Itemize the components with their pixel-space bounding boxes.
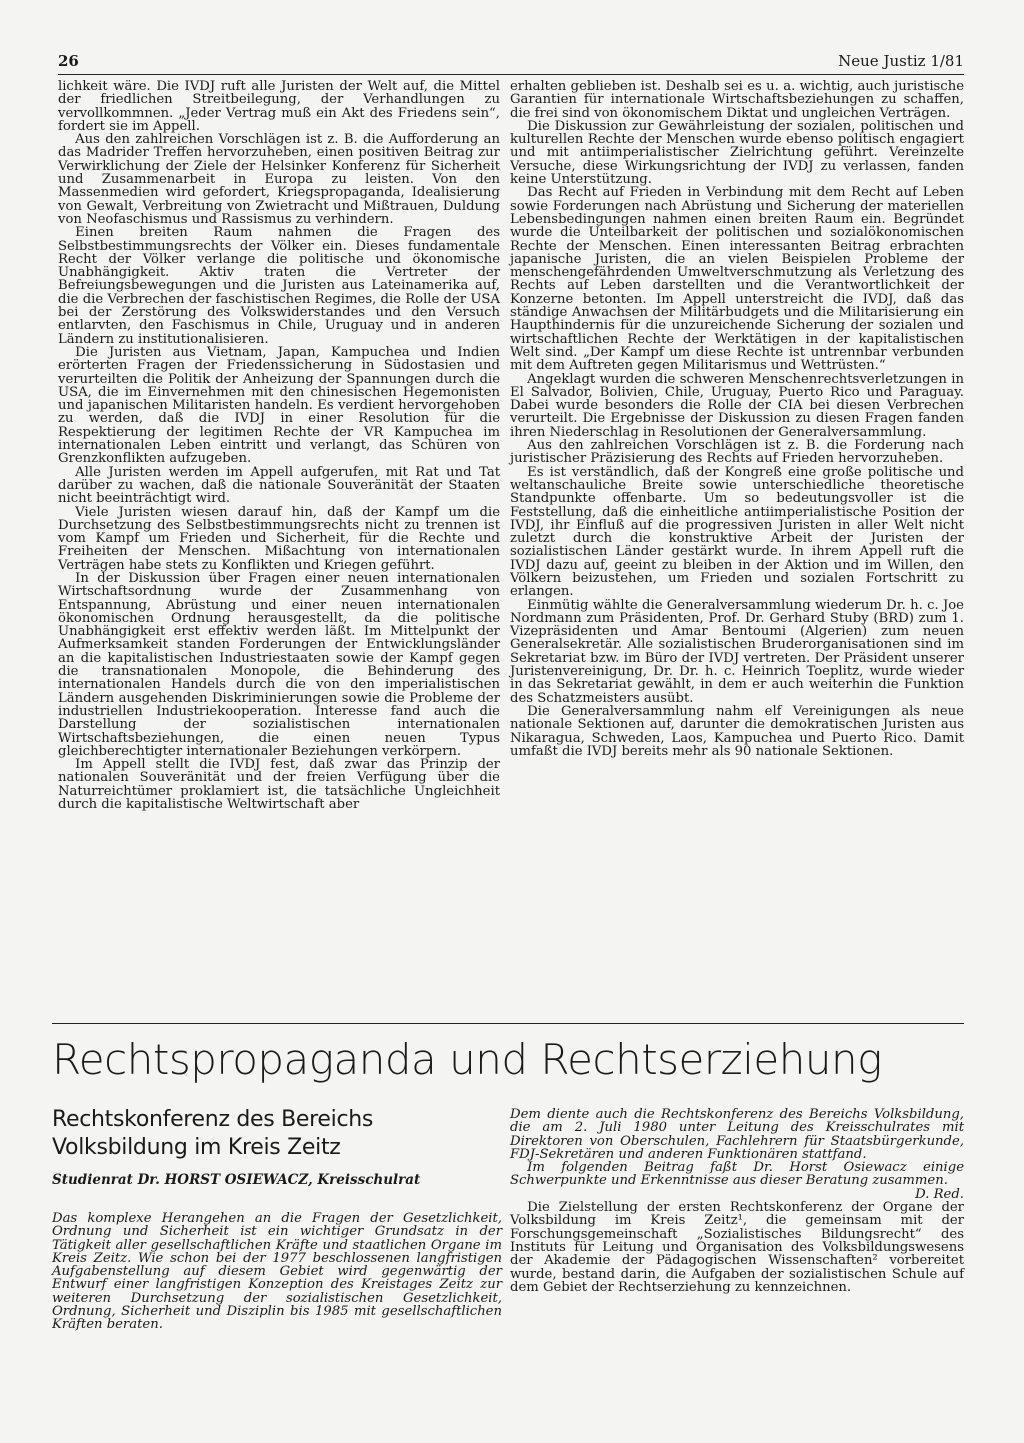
paragraph: erhalten geblieben ist. Deshalb sei es u. a. wichtig, auch juristische Garantien für internationale Wirtschaftsbeziehungen zu schaffen, die frei sind von ökonomischem Diktat und ungleichen Verträgen. — [510, 79, 964, 121]
paragraph: Es ist verständlich, daß der Kongreß eine große politische und weltanschauliche Breite sowie unterschiedliche theoretische Standpunkte offenbarte. Um so bedeutungsvoller ist die Feststellung, daß die einheitliche antiimperialistische Position der IVDJ, ihr Einfluß auf die progressiven Juristen in aller Welt nicht zuletzt durch die konstruktive Arbeit der Juristen der sozialistischen Länder gestärkt wurde. In ihrem Appell ruft die IVDJ dazu auf, geeint zu bleiben in der Aktion und im Willen, den Völkern beizustehen, um Frieden und sozialen Fortschritt zu erlangen. — [510, 464, 964, 600]
editorial-intro: Im folgenden Beitrag faßt Dr. Horst Osiewacz einige Schwerpunkte und Erkenntnisse aus dieser Beratung zusammen. — [510, 1160, 964, 1189]
section-rule — [52, 1023, 964, 1024]
section-title: Rechtspropaganda und Rechtserziehung — [52, 1035, 882, 1084]
paragraph: Im Appell stellt die IVDJ fest, daß zwar das Prinzip der nationalen Souveränität und der freien Verfügung über die Naturreichtümer proklamiert ist, die tatsächliche Ungleichheit durch die kapitalistische Weltwirtschaft aber — [58, 757, 500, 813]
editorial-intro: Dem diente auch die Rechtskonferenz des Bereichs Volksbildung, die am 2. Juli 1980 unter Leitung des Kreisschulrates mit Direktoren von Oberschulen, Fachlehrern für Staatsbürgerkunde, FDJ-Sekretären und anderen Funktionären stattfand. — [510, 1107, 964, 1162]
paragraph: Alle Juristen werden im Appell aufgerufen, mit Rat und Tat darüber zu wachen, daß die nationale Souveränität der Staaten nicht beeinträchtigt wird. — [58, 464, 500, 507]
article-lead — [52, 1212, 502, 1332]
paragraph: Angeklagt wurden die schweren Menschenrechtsverletzungen in El Salvador, Bolivien, Chile, Uruguay, Puerto Rico und Paraguay. Dabei wurde besonders die Rolle der CIA bei diesen Verbrechen verurteilt. Die Ergebnisse der Diskussion zu diesen Fragen fanden ihren Niederschlag in Resolutionen der Generalversammlung. — [510, 371, 964, 440]
lead-paragraph: Das komplexe Herangehen an die Fragen der Gesetzlichkeit, Ordnung und Sicherheit ist ein wichtiger Grundsatz in der Tätigkeit aller gesellschaftlichen Kräfte und staatlichen Organe im Kreis Zeitz. Wie schon bei der 1977 beschlossenen langfristigen Aufgabenstellung auf diesem Gebiet wird gegenwärtig der Entwurf einer langfristigen Konzeption des Kreistages Zeitz zur weiteren Durchsetzung der sozialistischen Gesetzlichkeit, Ordnung, Sicherheit und Disziplin bis 1985 mit gesellschaftlichen Kräften beraten. — [52, 1211, 502, 1333]
right-column — [510, 80, 964, 758]
paragraph: Das Recht auf Frieden in Verbindung mit dem Recht auf Leben sowie Forderungen nach Abrüstung und Sicherung der materiellen Lebensbedingungen nahmen einen breiten Raum ein. Begründet wurde die Unteilbarkeit der politischen und sozialökonomischen Rechte der Menschen. Einen interessanten Beitrag erbrachten japanische Juristen, die an vielen Beispielen Probleme der menschengefährdenden Umweltverschmutzung als Verletzung des Rechts auf Leben darstellten und die Verantwortlichkeit der Konzerne betonten. Im Appell unterstreicht die IVDJ, daß das ständige Anwachsen der Militärbudgets und die Militarisierung ein Haupthindernis für die unzureichende Sicherung der sozialen und wirtschaftlichen Rechte der Werktätigen in der kapitalistischen Welt sind. „Der Kampf um diese Rechte ist untrennbar verbunden mit dem Auftreten gegen Militarismus und Wettrüsten.“ — [510, 185, 964, 374]
paragraph: Einen breiten Raum nahmen die Fragen des Selbstbestimmungsrechts der Völker ein. Dieses fundamentale Recht der Völker verlange die politische und ökonomische Unabhängigkeit. Aktiv traten die Vertreter der Befreiungsbewegungen und die Juristen aus Lateinamerika auf, die die Verbrechen der faschistischen Regimes, die Rolle der USA bei der Zerstörung des Volkswiderstandes und den Versuch entlarvten, den Faschismus in Chile, Uruguay und in anderen Ländern zu institutionalisieren. — [58, 225, 500, 347]
page-number: 26 — [58, 52, 79, 70]
paragraph: Aus den zahlreichen Vorschlägen ist z. B. die Forderung nach juristischer Präzisierung des Rechts auf Frieden hervorzuheben. — [510, 438, 964, 467]
paragraph: Die Generalversammlung nahm elf Vereinigungen als neue nationale Sektionen auf, darunter die demokratischen Juristen aus Nikaragua, Schweden, Laos, Kampuchea und Puerto Rico. Damit umfaßt die IVDJ bereits mehr als 90 nationale Sektionen. — [510, 703, 964, 759]
article-title: Rechtskonferenz des Bereichs Volksbildung im Kreis Zeitz — [52, 1107, 374, 1160]
paragraph: Die Juristen aus Vietnam, Japan, Kampuchea und Indien erörterten Fragen der Friedenssicherung in Südostasien und verurteilten die Politik der Anheizung der Spannungen durch die USA, die im Einvernehmen mit den chinesischen Hegemonisten und japanischen Militaristen handeln. Es verdient hervorgehoben zu werden, daß die IVDJ in einer Resolution für die Respektierung der legitimen Rechte der VR Kampuchea im internationalen Leben eintritt und verlangt, das Schüren von Grenzkonflikten aufzugeben. — [58, 344, 500, 467]
paragraph: Die Zielstellung der ersten Rechtskonferenz der Organe der Volksbildung im Kreis Zeitz¹, die gemeinsam mit der Forschungsgemeinschaft „Sozialistisches Bildungsrecht“ des Instituts für Leitung und Organisation des Volksbildungswesens der Akademie der Pädagogischen Wissenschaften² vorbereitet wurde, bestand darin, die Aufgaben der sozialistischen Schule auf dem Gebiet der Rechtserziehung zu kennzeichnen. — [510, 1200, 964, 1295]
journal-issue: Neue Justiz 1/81 — [838, 52, 964, 70]
paragraph: Einmütig wählte die Generalversammlung wiederum Dr. h. c. Joe Nordmann zum Präsidenten, Prof. Dr. Gerhard Stuby (BRD) zum 1. Vizepräsidenten und Amar Bentoumi (Algerien) zum neuen Generalsekretär. Alle sozialistischen Bruderorganisationen sind im Sekretariat bzw. im Büro der IVDJ vertreten. Der Präsident unserer Juristenvereinigung, Dr. Dr. h. c. Heinrich Toeplitz, wurde wieder in das Sekretariat gewählt, in dem er auch weiterhin die Funktion des Schatzmeisters ausübt. — [510, 597, 964, 706]
paragraph: Die Diskussion zur Gewährleistung der sozialen, politischen und kulturellen Rechte der Menschen wurde ebenso politisch engagiert und mit antiimperialistischer Zielrichtung geführt. Vereinzelte Versuche, diese Wirkungsrichtung der IVDJ zu verlassen, fanden keine Unterstützung. — [510, 118, 964, 188]
paragraph: In der Diskussion über Fragen einer neuen internationalen Wirtschaftsordnung wurde der Zusammenhang von Entspannung, Abrüstung und einer neuen internationalen ökonomischen Ordnung herausgestellt, da die politische Unabhängigkeit erst effektiv werden läßt. Im Mittelpunkt der Aufmerksamkeit standen Forderungen der Entwicklungsländer an die kapitalistischen Industriestaaten sowie der Kampf gegen die transnationalen Monopole, die Behinderung des internationalen Handels durch die von den imperialistischen Ländern ausgehenden Diskriminierungen sowie die Probleme der industriellen Industriekooperation. Interesse fand auch die Darstellung der sozialistischen internationalen Wirtschaftsbeziehungen, die einen neuen Typus gleichberechtigter internationaler Beziehungen verkörpern. — [58, 570, 500, 759]
article-author: Studienrat Dr. HORST OSIEWACZ, Kreisschulrat — [52, 1172, 421, 1188]
left-column — [58, 80, 500, 811]
paragraph: lichkeit wäre. Die IVDJ ruft alle Juristen der Welt auf, die Mittel der friedlichen Streitbeilegung, der Verhandlungen zu vervollkommnen. „Jeder Vertrag muß ein Akt des Friedens sein“, fordert sie im Appell. — [58, 79, 500, 134]
article-right-column — [510, 1108, 964, 1294]
paragraph: Aus den zahlreichen Vorschlägen ist z. B. die Aufforderung an das Madrider Treffen hervorzuheben, einen positiven Beitrag zur Verwirklichung der Ziele der Helsinker Konferenz für Sicherheit und Zusammenarbeit in Europa zu leisten. Von den Massenmedien wird gefordert, Kriegspropaganda, Idealisierung von Gewalt, Verbreitung von Zwietracht und Mißtrauen, Duldung von Neofaschismus und Rassismus zu verhindern. — [58, 132, 500, 227]
editorial-signature: D. Red. — [915, 1186, 964, 1202]
paragraph: Viele Juristen wiesen darauf hin, daß der Kampf um die Durchsetzung des Selbstbestimmungsrechts nicht zu trennen ist vom Kampf um Frieden und Sicherheit, für die Rechte und Freiheiten der Menschen. Mißachtung von internationalen Verträgen habe stets zu Konflikten und Kriegen geführt. — [58, 504, 500, 573]
header-rule — [58, 74, 964, 75]
